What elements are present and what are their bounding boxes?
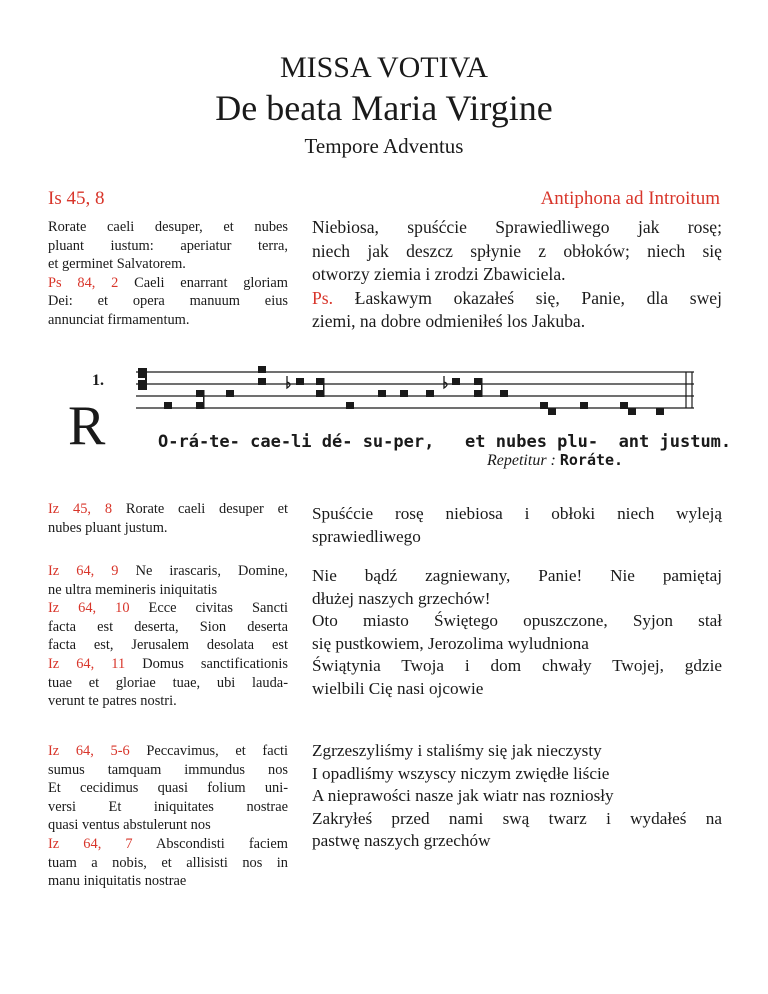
latin-line: Iz 64, 7 Abscondisti faciem	[48, 835, 288, 852]
latin-line: Iz 64, 5-6 Peccavimus, et facti	[48, 743, 288, 759]
latin-line: Rorate caeli desuper, et nubes	[48, 219, 288, 235]
polish-line: niech jak deszcz spłynie z obłoków; niech się	[312, 240, 722, 261]
polish-line: Zakryłeś przed nami swą twarz i wydałeś na	[312, 808, 722, 828]
page-subtitle: Tempore Adventus	[304, 134, 464, 158]
polish-line: Świątynia Twoja i dom chwały Twojej, gdzie	[312, 656, 722, 676]
latin-line: versi Et iniquitates nostrae	[48, 798, 288, 815]
chant-notation	[0, 362, 768, 472]
latin-line: tuam a nobis, et allisisti nos in	[48, 854, 288, 871]
antiphon-label: Antiphona ad Introitum	[540, 188, 720, 209]
verse-reference: Iz 64, 5-6	[48, 743, 130, 759]
polish-line: Oto miasto Świętego opuszczone, Syjon stał	[312, 611, 722, 631]
repetitur-word: Roráte.	[559, 451, 624, 469]
polish-line: pastwę naszych grzechów	[312, 831, 491, 851]
latin-line: ne ultra memineris iniquitatis	[48, 581, 218, 598]
verse-reference: Iz 64, 11	[48, 655, 126, 672]
latin-line: facta est, Jerusalem desolata est	[48, 637, 288, 654]
verse-reference: Iz 64, 7	[48, 835, 133, 852]
psalm-reference: Ps 84, 2	[48, 274, 119, 291]
polish-line: się pustkowiem, Jerozolima wyludniona	[312, 633, 589, 653]
verse-reference: Iz 64, 10	[48, 600, 130, 617]
latin-line: Et cecidimus quasi folium uni-	[48, 780, 288, 797]
section-3-polish	[312, 740, 722, 853]
polish-line: A nieprawości nasze jak wiatr nas rozniosły	[312, 786, 614, 806]
polish-line: Nie bądź zagniewany, Panie! Nie pamiętaj	[312, 566, 722, 585]
introit-polish	[312, 216, 722, 334]
latin-line: Iz 45, 8 Rorate caeli desuper et	[48, 501, 288, 517]
latin-line: sumus tamquam immundus nos	[48, 761, 288, 778]
latin-line: Iz 64, 10 Ecce civitas Sancti	[48, 600, 288, 617]
chant-initial: R	[68, 395, 106, 457]
page-header	[0, 50, 768, 160]
polish-line: sprawiedliwego	[312, 526, 421, 546]
latin-line: facta est deserta, Sion deserta	[48, 618, 288, 635]
polish-line: I opadliśmy wszyscy niczym zwiędłe liście	[312, 763, 610, 783]
latin-line: manu iniquitatis nostrae	[48, 873, 187, 890]
latin-line: Dei: et opera manuum eius	[48, 293, 288, 310]
psalm-label: Ps.	[312, 287, 334, 308]
polish-line: wielbili Cię nasi ojcowie	[312, 678, 484, 698]
chant-lyrics: O-rá-te- cae-li dé- su-per, et nubes plu- ant justum.	[158, 432, 732, 452]
latin-line: nubes pluant justum.	[48, 519, 168, 536]
latin-line: Iz 64, 9 Ne irascaris, Domine,	[48, 563, 288, 579]
section-2-polish	[312, 565, 722, 701]
chant-number: 1.	[92, 372, 104, 389]
repetitur-note	[487, 451, 623, 470]
latin-line: et germinet Salvatorem.	[48, 256, 186, 273]
latin-line: pluant iustum: aperiatur terra,	[48, 237, 288, 254]
latin-line: tuae et gloriae tuae, ubi lauda-	[48, 674, 288, 691]
polish-line: Spuśćcie rosę niebiosa i obłoki niech wyleją	[312, 504, 722, 523]
latin-line: Iz 64, 11 Domus sanctificationis	[48, 655, 288, 672]
section-1-polish	[312, 503, 722, 548]
introit-latin	[48, 218, 288, 330]
repetitur-label: Repetitur :	[487, 452, 556, 469]
latin-line: verunt te patres nostri.	[48, 693, 177, 710]
polish-line: Ps. Łaskawym okazałeś się, Panie, dla swej	[312, 287, 722, 308]
section-1-latin	[48, 500, 288, 537]
missa-votiva-heading: MISSA VOTIVA	[279, 51, 489, 84]
polish-line: ziemi, na dobre odmieniłeś los Jakuba.	[312, 311, 586, 332]
polish-line: dłużej naszych grzechów!	[312, 588, 491, 608]
polish-line: otworzy ziemia i zrodzi Zbawiciela.	[312, 264, 566, 285]
page-title: De beata Maria Virgine	[215, 88, 553, 128]
section-2-latin	[48, 562, 288, 711]
polish-line: Zgrzeszyliśmy i staliśmy się jak nieczysty	[312, 741, 602, 760]
chant-staff	[0, 362, 768, 472]
polish-line: Niebiosa, spuśćcie Sprawiedliwego jak rosę;	[312, 217, 722, 237]
latin-line: annunciat firmamentum.	[48, 311, 190, 328]
latin-line: Ps 84, 2 Caeli enarrant gloriam	[48, 274, 288, 291]
verse-reference: Iz 64, 9	[48, 563, 119, 579]
section-3-latin	[48, 742, 288, 891]
latin-line: quasi ventus abstulerunt nos	[48, 817, 211, 834]
verse-reference: Iz 45, 8	[48, 501, 113, 517]
introit-reference: Is 45, 8	[48, 188, 105, 209]
